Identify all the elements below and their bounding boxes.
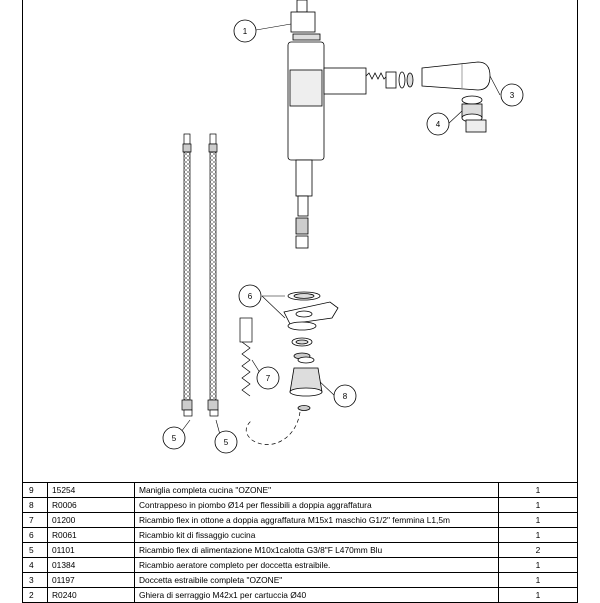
callout-6 bbox=[239, 285, 261, 307]
aerator bbox=[462, 96, 486, 132]
spout-arm bbox=[324, 68, 366, 94]
callout-7 bbox=[257, 367, 279, 389]
brass-flex-hose bbox=[240, 318, 252, 396]
part-code: 15254 bbox=[48, 483, 135, 498]
part-quantity: 2 bbox=[499, 543, 578, 558]
hose-path-dashed bbox=[246, 412, 300, 445]
lower-tube bbox=[296, 160, 312, 196]
part-code: 01384 bbox=[48, 558, 135, 573]
table-row bbox=[23, 558, 578, 573]
table-row bbox=[23, 573, 578, 588]
callout-8 bbox=[334, 385, 356, 407]
svg-text:1: 1 bbox=[242, 27, 248, 36]
part-description: Ricambio aeratore completo per doccetta estraibile. bbox=[135, 558, 499, 573]
part-code: 01101 bbox=[48, 543, 135, 558]
part-position: 5 bbox=[23, 543, 48, 558]
part-description: Maniglia completa cucina "OZONE" bbox=[135, 483, 499, 498]
svg-text:6: 6 bbox=[247, 292, 253, 301]
callout-3 bbox=[501, 84, 523, 106]
part-position: 4 bbox=[23, 558, 48, 573]
part-quantity: 1 bbox=[499, 573, 578, 588]
svg-text:4: 4 bbox=[435, 120, 441, 129]
part-quantity: 1 bbox=[499, 528, 578, 543]
parts-table bbox=[22, 482, 578, 603]
counterweight bbox=[290, 357, 322, 411]
svg-text:3: 3 bbox=[509, 91, 515, 100]
part-description: Ricambio flex di alimentazione M10x1calotta G3/8"F L470mm Blu bbox=[135, 543, 499, 558]
handle-cap bbox=[291, 12, 315, 32]
table-row bbox=[23, 543, 578, 558]
callout-5a bbox=[163, 427, 185, 449]
part-code: 01200 bbox=[48, 513, 135, 528]
callout-4 bbox=[427, 113, 449, 135]
part-code: R0061 bbox=[48, 528, 135, 543]
supply-hoses bbox=[182, 134, 218, 416]
part-description: Contrappeso in piombo Ø14 per flessibili a doppia aggraffatura bbox=[135, 498, 499, 513]
part-quantity: 1 bbox=[499, 558, 578, 573]
faucet-body bbox=[288, 0, 366, 248]
part-description: Doccetta estraibile completa "OZONE" bbox=[135, 573, 499, 588]
svg-text:5: 5 bbox=[223, 438, 229, 447]
table-row bbox=[23, 528, 578, 543]
callout-1 bbox=[234, 20, 256, 42]
part-position: 9 bbox=[23, 483, 48, 498]
spout-connector bbox=[366, 72, 413, 88]
table-row bbox=[23, 588, 578, 603]
part-description: Ricambio kit di fissaggio cucina bbox=[135, 528, 499, 543]
svg-text:5: 5 bbox=[171, 434, 177, 443]
pull-out-shower bbox=[422, 62, 490, 90]
part-description: Ghiera di serraggio M42x1 per cartuccia Ø40 bbox=[135, 588, 499, 603]
svg-text:7: 7 bbox=[265, 374, 271, 383]
part-position: 2 bbox=[23, 588, 48, 603]
callout-5b bbox=[215, 431, 237, 453]
table-row bbox=[23, 513, 578, 528]
table-row bbox=[23, 483, 578, 498]
part-quantity: 1 bbox=[499, 483, 578, 498]
part-quantity: 1 bbox=[499, 588, 578, 603]
table-row bbox=[23, 498, 578, 513]
handle-stem bbox=[297, 0, 307, 12]
part-code: 01197 bbox=[48, 573, 135, 588]
svg-text:8: 8 bbox=[342, 392, 348, 401]
part-position: 6 bbox=[23, 528, 48, 543]
part-description: Ricambio flex in ottone a doppia aggraffatura M15x1 maschio G1/2" femmina L1,5m bbox=[135, 513, 499, 528]
part-position: 3 bbox=[23, 573, 48, 588]
part-quantity: 1 bbox=[499, 513, 578, 528]
fixing-kit bbox=[284, 292, 338, 359]
part-quantity: 1 bbox=[499, 498, 578, 513]
part-code: R0240 bbox=[48, 588, 135, 603]
part-position: 7 bbox=[23, 513, 48, 528]
part-position: 8 bbox=[23, 498, 48, 513]
part-code: R0006 bbox=[48, 498, 135, 513]
